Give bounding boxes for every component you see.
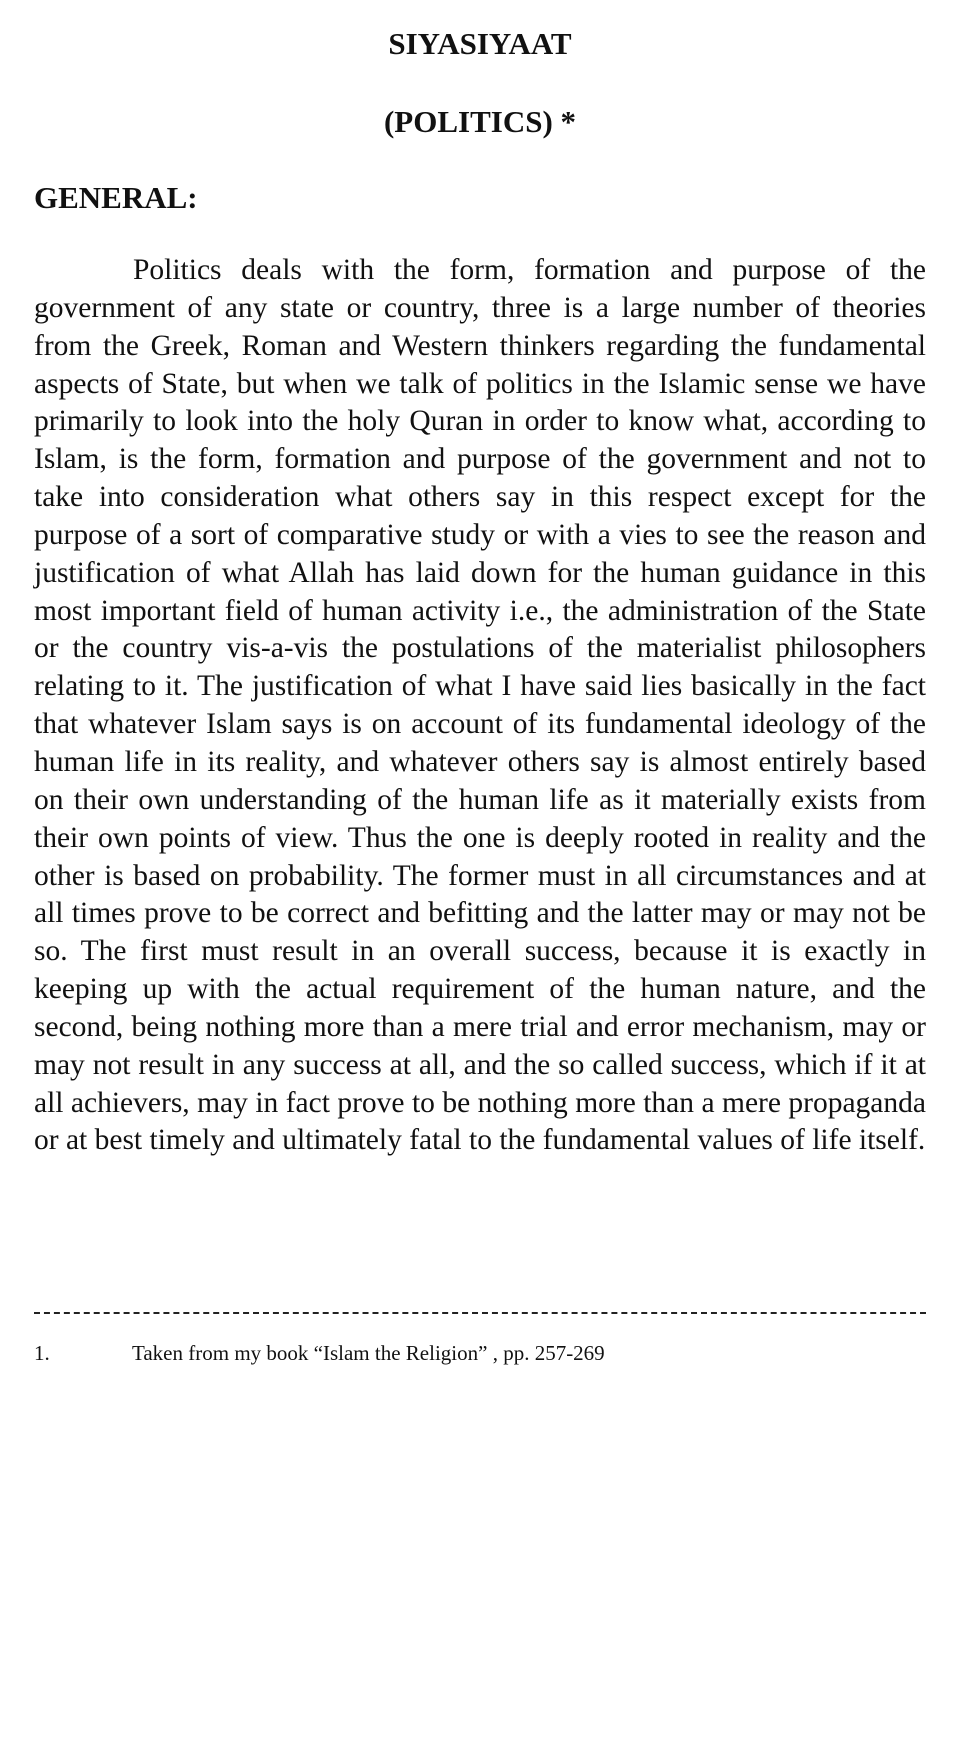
section-heading: GENERAL: [34, 180, 198, 215]
footnote [34, 1340, 926, 1366]
footnote-number: 1. [34, 1341, 50, 1365]
footnote-text: Taken from my book “Islam the Religion” , pp. 257-269 [132, 1341, 605, 1365]
page-subtitle: (POLITICS) * [383, 104, 577, 139]
page-title: SIYASIYAAT [388, 26, 572, 61]
body-paragraph: Politics deals with the form, formation and purpose of the government of any state or country, three is a large number of theories from the Greek, Roman and Western thinkers regarding the fundamental aspects of State, but when we talk of politics in the Islamic sense we have primarily to look into the holy Quran in order to know what, according to Islam, is the form, formation and purpose of the government and not to take into consideration what others say in this respect except for the purpose of a sort of comparative study or with a vies to see the reason and justification of what Allah has laid down for the human guidance in this most important field of human activity i.e., the administration of the State or the country vis-a-vis the postulations of the materialist philosophers relating to it. The justification of what I have said lies basically in the fact that whatever Islam says is on account of its fundamental ideology of the human life in its reality, and whatever others say is almost entirely based on their own understanding of the human life as it materially exists from their own points of view. Thus the one is deeply rooted in reality and the other is based on probability. The former must in all circumstances and at all times prove to be correct and befitting and the latter may or may not be so. The first must result in an overall success, because it is exactly in keeping up with the actual requirement of the human nature, and the second, being nothing more than a mere trial and error mechanism, may or may not result in any success at all, and the so called success, which if it at all achievers, may in fact prove to be nothing more than a mere propaganda or at best timely and ultimately fatal to the fundamental values of life itself. [34, 254, 926, 1157]
footnote-divider [34, 1312, 926, 1314]
